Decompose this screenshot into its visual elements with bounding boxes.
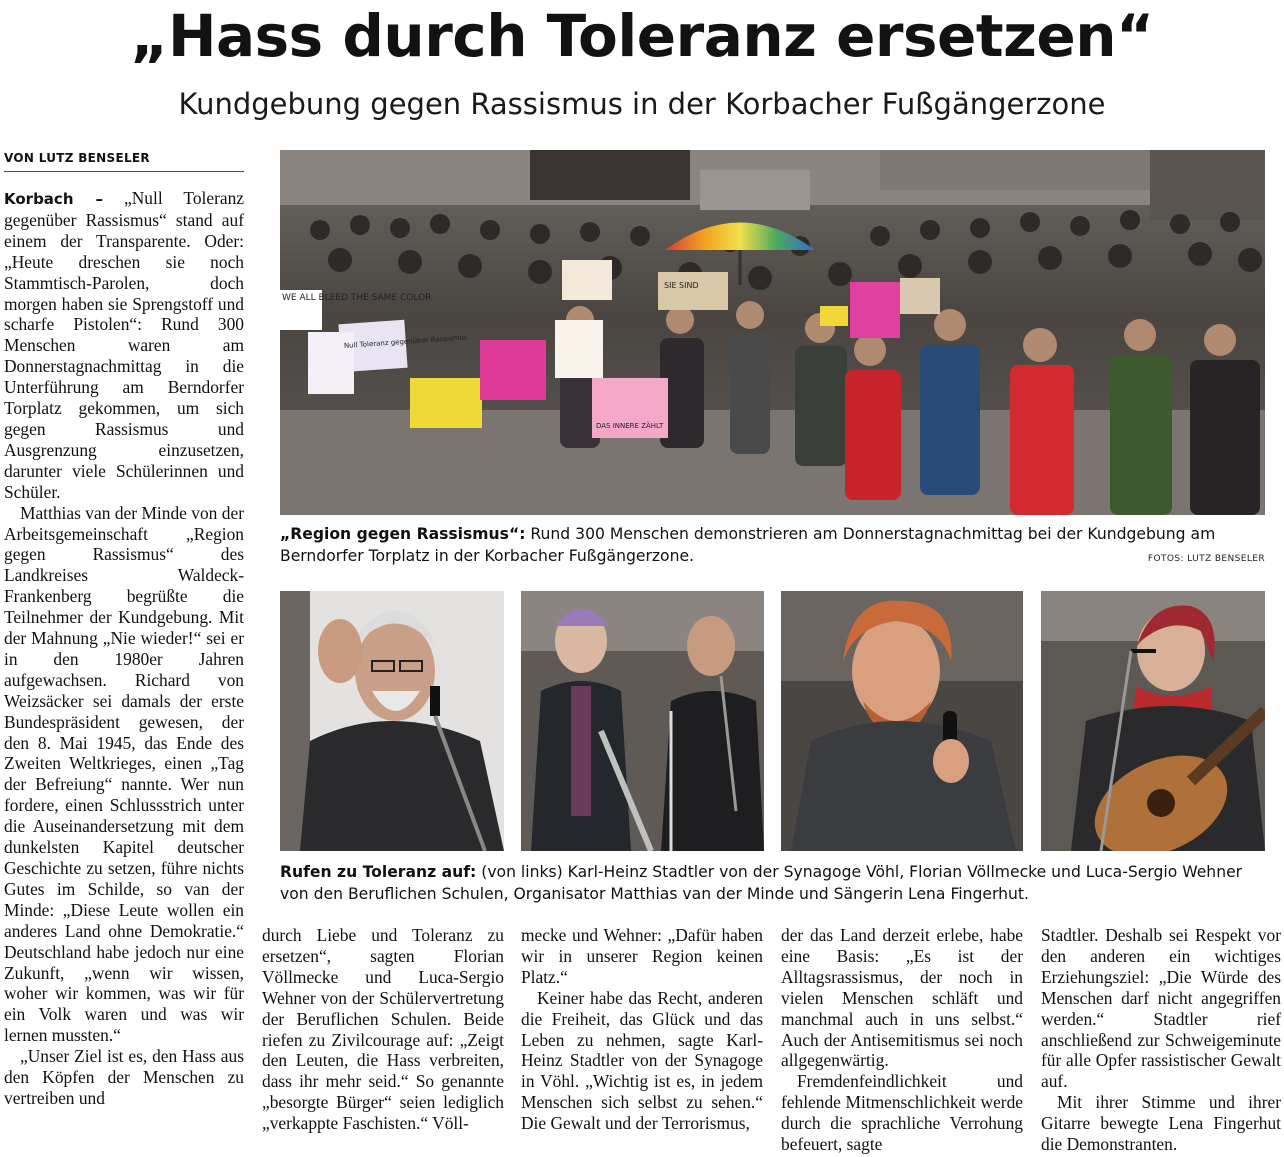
article-paragraph: durch Liebe und Toleranz zu ersetzen“, sagten Florian Völlmecke und Luca-Sergio Wehner von der Schülervertretung der Beruflichen Schulen. Beide riefen zu Zivilcourage auf: „Zeigt den Leuten, die Hass verbreiten, dass ihr mehr seid.“ So genannte „besorgte Bürger“ seien lediglich „verkappte Faschisten.“ Völl-	[262, 925, 504, 1134]
photo-singer-fingerhut	[1041, 591, 1265, 851]
photo-credit: FOTOS: LUTZ BENSELER	[1147, 554, 1265, 564]
article-paragraph: „Unser Ziel ist es, den Hass aus den Köpfen der Menschen zu vertreiben und	[4, 1046, 244, 1108]
article-paragraph: Mit ihrer Stimme und ihrer Gitarre bewegte Lena Fingerhut die Demonstranten.	[1041, 1092, 1281, 1155]
article-column-1	[4, 188, 244, 1154]
headline: „Hass durch Toleranz ersetzen“	[130, 2, 1154, 70]
photo-row-caption	[280, 861, 1265, 907]
article-paragraph	[4, 188, 244, 503]
speaker-photo-illustration	[1041, 591, 1265, 851]
article-column-2	[262, 925, 504, 1155]
crowd-photo-illustration	[280, 150, 1265, 515]
article-column-4	[781, 925, 1023, 1155]
article-paragraph: mecke und Wehner: „Dafür haben wir in unserer Region keinen Platz.“	[521, 925, 763, 987]
subheadline: Kundgebung gegen Rassismus in der Korbacher Fußgängerzone	[178, 87, 1106, 121]
photo-speaker-stadtler	[280, 591, 504, 851]
sign-text: WE ALL BLEED THE SAME COLOR	[282, 293, 432, 303]
caption-text: Rund 300 Menschen demonstrieren am Donnerstagnachmittag bei der Kundgebung am Berndorfer Torplatz in der Korbacher Fußgängerzone.	[280, 525, 1216, 565]
speaker-photo-illustration	[781, 591, 1023, 851]
sign-text: Null Toleranz gegenüber Rassismus	[343, 333, 468, 351]
speaker-photo-illustration	[521, 591, 764, 851]
article-paragraph: Keiner habe das Recht, anderen die Freiheit, das Glück und das Leben zu nehmen, sagte Karl-Heinz Stadtler von der Synagoge in Vöhl. „Wichtig ist es, in jedem Menschen sich selbst zu sehen.“ Die Gewalt und der Terrorismus,	[521, 987, 763, 1134]
speaker-photo-illustration	[280, 591, 504, 851]
dateline: Korbach –	[4, 190, 103, 208]
article-column-5	[1041, 925, 1281, 1155]
main-photo-demonstration	[280, 150, 1265, 515]
article-paragraph: der das Land derzeit erlebe, habe eine Basis: „Es ist der Alltagsrassismus, der noch in vielen Menschen schläft und manchmal auch in uns selbst.“ Auch der Antisemitismus sei noch allgegenwärtig.	[781, 925, 1023, 1071]
sign-text: SIE SIND	[664, 281, 699, 290]
photo-speaker-van-der-minde	[781, 591, 1023, 851]
paragraph-text: „Null Toleranz gegenüber Rassismus“ stand auf einem der Transparente. Oder: „Heute dreschen sie noch Stammtisch-Parolen, doch morgen haben sie Sprengstoff und scharfe Pistolen“: Rund 300 Menschen waren am Donnerstagnachmittag in die Unterführung am Berndorfer Torplatz gekommen, um sich gegen Rassismus und Ausgrenzung einzusetzen, darunter viele Schülerinnen und Schüler.	[4, 188, 244, 502]
article-paragraph: Stadtler. Deshalb sei Respekt vor den anderen ein wichtiges Erziehungsziel: „Die Würde des Menschen darf nicht angegriffen werden.“ Stadtler rief anschließend zur Schweigeminute für alle Opfer rassistischer Gewalt auf.	[1041, 925, 1281, 1092]
byline: VON LUTZ BENSELER	[4, 148, 244, 172]
sign-text: DAS INNERE ZÄHLT	[596, 422, 664, 430]
caption-text: (von links) Karl-Heinz Stadtler von der Synagoge Vöhl, Florian Völlmecke und Luca-Sergio Wehner von den Beruflichen Schulen, Organisator Matthias van der Minde und Sängerin Lena Fingerhut.	[280, 863, 1243, 903]
caption-lead: „Region gegen Rassismus“:	[280, 525, 526, 543]
article-column-3	[521, 925, 763, 1155]
caption-lead: Rufen zu Toleranz auf:	[280, 863, 477, 881]
article-paragraph: Matthias van der Minde von der Arbeitsgemeinschaft „Region gegen Rassismus“ des Landkreises Waldeck-Frankenberg begrüßte die Teilnehmer der Kundgebung. Mit der Mahnung „Nie wieder!“ sei er in den 1980er Jahren aufgewachsen. Richard von Weizsäcker sei damals der erste Bundespräsident gewesen, der den 8. Mai 1945, das Ende des Zweiten Weltkrieges, einen „Tag der Befreiung“ nannte. Wer nun fordere, einen Schlussstrich unter die Auseinandersetzung mit dem dunkelsten Kapitel deutscher Geschichte zu setzen, führe nichts Gutes im Schilde, so van der Minde: „Diese Leute wollen ein anderes Land ohne Demokratie.“ Deutschland habe jedoch nur eine Zukunft, „wenn wir wissen, woher wir kommen, was wir für ein Volk waren und was wir lernen mussten.“	[4, 502, 244, 1046]
photo-speakers-voellmecke-wehner	[521, 591, 764, 851]
article-paragraph: Fremdenfeindlichkeit und fehlende Mitmenschlichkeit werde durch die sprachliche Verrohung befeuert, sagte	[781, 1071, 1023, 1155]
